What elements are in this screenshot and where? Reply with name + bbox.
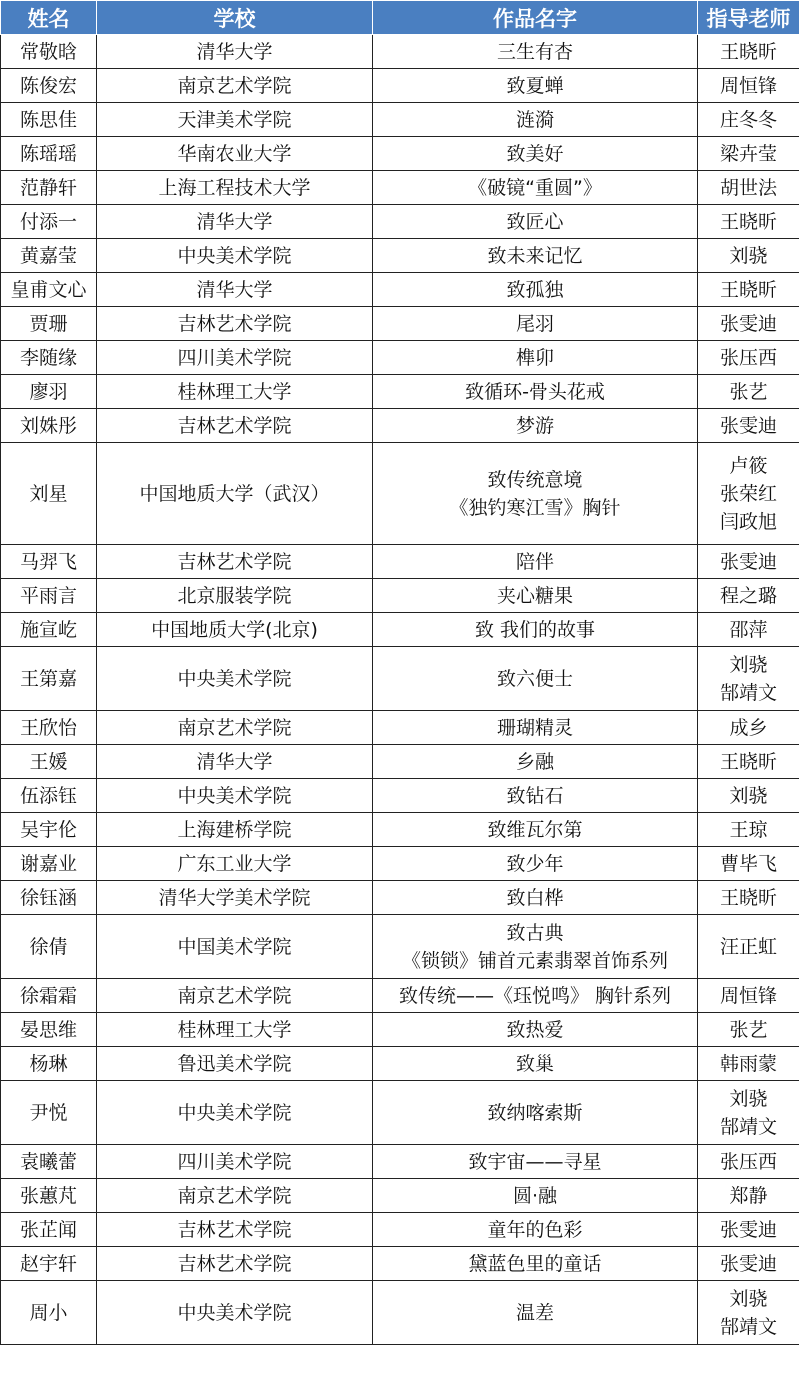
cell-name: 袁曦蕾 <box>1 1145 97 1179</box>
cell-work: 致传统意境 《独钓寒江雪》胸针 <box>373 443 698 545</box>
table-row <box>1 1213 799 1247</box>
cell-work: 致传统——《珏悦鸣》 胸针系列 <box>373 979 698 1013</box>
cell-school: 中国地质大学（武汉） <box>97 443 373 545</box>
cell-teacher: 邵萍 <box>698 613 799 647</box>
cell-work: 致 我们的故事 <box>373 613 698 647</box>
cell-name: 贾珊 <box>1 307 97 341</box>
table-row <box>1 813 799 847</box>
table-body <box>1 35 799 1345</box>
table-row <box>1 409 799 443</box>
table-row <box>1 307 799 341</box>
header-row <box>1 1 799 35</box>
header-work: 作品名字 <box>373 1 698 35</box>
cell-name: 常敬晗 <box>1 35 97 69</box>
cell-name: 徐钰涵 <box>1 881 97 915</box>
table-row <box>1 545 799 579</box>
cell-teacher: 张压西 <box>698 341 799 375</box>
table-row <box>1 881 799 915</box>
cell-school: 清华大学 <box>97 273 373 307</box>
cell-school: 南京艺术学院 <box>97 979 373 1013</box>
cell-work: 乡融 <box>373 745 698 779</box>
table-row <box>1 847 799 881</box>
cell-work: 致六便士 <box>373 647 698 711</box>
table-row <box>1 443 799 545</box>
header-school: 学校 <box>97 1 373 35</box>
cell-school: 上海工程技术大学 <box>97 171 373 205</box>
cell-school: 南京艺术学院 <box>97 1179 373 1213</box>
table-row <box>1 579 799 613</box>
cell-work: 致巢 <box>373 1047 698 1081</box>
cell-work: 涟漪 <box>373 103 698 137</box>
cell-teacher: 张艺 <box>698 1013 799 1047</box>
cell-school: 清华大学美术学院 <box>97 881 373 915</box>
cell-school: 上海建桥学院 <box>97 813 373 847</box>
cell-school: 中央美术学院 <box>97 1081 373 1145</box>
cell-name: 张蕙芃 <box>1 1179 97 1213</box>
cell-name: 谢嘉业 <box>1 847 97 881</box>
cell-work: 《破镜“重圆”》 <box>373 171 698 205</box>
cell-work: 榫卯 <box>373 341 698 375</box>
cell-work: 梦游 <box>373 409 698 443</box>
cell-work: 致宇宙——寻星 <box>373 1145 698 1179</box>
table-row <box>1 613 799 647</box>
cell-teacher: 王晓昕 <box>698 881 799 915</box>
cell-teacher: 张雯迪 <box>698 545 799 579</box>
cell-school: 吉林艺术学院 <box>97 545 373 579</box>
cell-teacher: 张雯迪 <box>698 1213 799 1247</box>
cell-name: 周小 <box>1 1281 97 1345</box>
cell-work: 尾羽 <box>373 307 698 341</box>
cell-teacher: 刘骁 郜靖文 <box>698 1281 799 1345</box>
cell-school: 吉林艺术学院 <box>97 1247 373 1281</box>
cell-teacher: 庄冬冬 <box>698 103 799 137</box>
cell-name: 王第嘉 <box>1 647 97 711</box>
cell-school: 南京艺术学院 <box>97 69 373 103</box>
table-row <box>1 1013 799 1047</box>
cell-teacher: 王晓昕 <box>698 35 799 69</box>
cell-work: 致钻石 <box>373 779 698 813</box>
cell-teacher: 王晓昕 <box>698 745 799 779</box>
cell-teacher: 刘骁 郜靖文 <box>698 647 799 711</box>
table-row <box>1 69 799 103</box>
cell-school: 清华大学 <box>97 745 373 779</box>
cell-teacher: 卢筱 张荣红 闫政旭 <box>698 443 799 545</box>
cell-work: 致白桦 <box>373 881 698 915</box>
cell-work: 圆·融 <box>373 1179 698 1213</box>
cell-name: 陈俊宏 <box>1 69 97 103</box>
cell-school: 清华大学 <box>97 205 373 239</box>
cell-teacher: 刘骁 <box>698 239 799 273</box>
cell-school: 华南农业大学 <box>97 137 373 171</box>
cell-school: 鲁迅美术学院 <box>97 1047 373 1081</box>
cell-teacher: 曹毕飞 <box>698 847 799 881</box>
cell-work: 致维瓦尔第 <box>373 813 698 847</box>
cell-work: 致循环-骨头花戒 <box>373 375 698 409</box>
cell-teacher: 刘骁 郜靖文 <box>698 1081 799 1145</box>
cell-school: 吉林艺术学院 <box>97 409 373 443</box>
cell-name: 徐倩 <box>1 915 97 979</box>
table-row <box>1 239 799 273</box>
cell-name: 李随缘 <box>1 341 97 375</box>
cell-name: 付添一 <box>1 205 97 239</box>
cell-school: 清华大学 <box>97 35 373 69</box>
table-row <box>1 137 799 171</box>
cell-name: 伍添钰 <box>1 779 97 813</box>
cell-school: 中央美术学院 <box>97 779 373 813</box>
cell-work: 夹心糖果 <box>373 579 698 613</box>
table-row <box>1 171 799 205</box>
cell-work: 童年的色彩 <box>373 1213 698 1247</box>
cell-work: 致纳喀索斯 <box>373 1081 698 1145</box>
cell-teacher: 王晓昕 <box>698 205 799 239</box>
cell-teacher: 胡世法 <box>698 171 799 205</box>
cell-work: 黛蓝色里的童话 <box>373 1247 698 1281</box>
table-row <box>1 1081 799 1145</box>
table-row <box>1 1047 799 1081</box>
cell-work: 致孤独 <box>373 273 698 307</box>
cell-work: 致匠心 <box>373 205 698 239</box>
cell-teacher: 张艺 <box>698 375 799 409</box>
cell-name: 赵宇轩 <box>1 1247 97 1281</box>
cell-teacher: 张雯迪 <box>698 409 799 443</box>
cell-teacher: 汪正虹 <box>698 915 799 979</box>
cell-school: 中国地质大学(北京) <box>97 613 373 647</box>
cell-work: 致热爱 <box>373 1013 698 1047</box>
cell-school: 北京服装学院 <box>97 579 373 613</box>
cell-school: 四川美术学院 <box>97 341 373 375</box>
cell-teacher: 郑静 <box>698 1179 799 1213</box>
table-row <box>1 1145 799 1179</box>
table-row <box>1 779 799 813</box>
cell-name: 皇甫文心 <box>1 273 97 307</box>
cell-name: 平雨言 <box>1 579 97 613</box>
cell-work: 致少年 <box>373 847 698 881</box>
cell-work: 陪伴 <box>373 545 698 579</box>
cell-teacher: 王琼 <box>698 813 799 847</box>
cell-school: 南京艺术学院 <box>97 711 373 745</box>
cell-school: 桂林理工大学 <box>97 375 373 409</box>
cell-work: 致夏蝉 <box>373 69 698 103</box>
table-row <box>1 375 799 409</box>
cell-name: 王媛 <box>1 745 97 779</box>
cell-school: 中央美术学院 <box>97 647 373 711</box>
cell-name: 范静轩 <box>1 171 97 205</box>
cell-teacher: 张压西 <box>698 1145 799 1179</box>
cell-teacher: 梁卉莹 <box>698 137 799 171</box>
table-row <box>1 1247 799 1281</box>
cell-school: 中央美术学院 <box>97 239 373 273</box>
cell-name: 廖羽 <box>1 375 97 409</box>
table-row <box>1 341 799 375</box>
cell-name: 杨琳 <box>1 1047 97 1081</box>
cell-work: 温差 <box>373 1281 698 1345</box>
cell-teacher: 王晓昕 <box>698 273 799 307</box>
table-row <box>1 979 799 1013</box>
cell-teacher: 韩雨蒙 <box>698 1047 799 1081</box>
table-row <box>1 205 799 239</box>
cell-teacher: 刘骁 <box>698 779 799 813</box>
cell-teacher: 成乡 <box>698 711 799 745</box>
cell-name: 刘姝彤 <box>1 409 97 443</box>
cell-name: 徐霜霜 <box>1 979 97 1013</box>
cell-name: 刘星 <box>1 443 97 545</box>
cell-name: 晏思维 <box>1 1013 97 1047</box>
cell-name: 陈思佳 <box>1 103 97 137</box>
cell-name: 马羿飞 <box>1 545 97 579</box>
cell-name: 黄嘉莹 <box>1 239 97 273</box>
cell-work: 致未来记忆 <box>373 239 698 273</box>
header-name: 姓名 <box>1 1 97 35</box>
cell-teacher: 张雯迪 <box>698 307 799 341</box>
table-row <box>1 103 799 137</box>
cell-name: 陈瑶瑶 <box>1 137 97 171</box>
table-row <box>1 273 799 307</box>
cell-name: 尹悦 <box>1 1081 97 1145</box>
cell-school: 中央美术学院 <box>97 1281 373 1345</box>
cell-name: 施宣屹 <box>1 613 97 647</box>
header-teacher: 指导老师 <box>698 1 799 35</box>
table-row <box>1 35 799 69</box>
cell-school: 广东工业大学 <box>97 847 373 881</box>
table-row <box>1 745 799 779</box>
table-row <box>1 1179 799 1213</box>
table-row <box>1 1281 799 1345</box>
cell-school: 桂林理工大学 <box>97 1013 373 1047</box>
cell-name: 张芷闻 <box>1 1213 97 1247</box>
table-row <box>1 711 799 745</box>
cell-school: 吉林艺术学院 <box>97 1213 373 1247</box>
cell-school: 四川美术学院 <box>97 1145 373 1179</box>
cell-school: 中国美术学院 <box>97 915 373 979</box>
cell-teacher: 周恒锋 <box>698 979 799 1013</box>
table-row <box>1 647 799 711</box>
cell-school: 吉林艺术学院 <box>97 307 373 341</box>
cell-work: 致美好 <box>373 137 698 171</box>
table-row <box>1 915 799 979</box>
cell-name: 吴宇伦 <box>1 813 97 847</box>
cell-work: 三生有杏 <box>373 35 698 69</box>
cell-teacher: 周恒锋 <box>698 69 799 103</box>
cell-work: 珊瑚精灵 <box>373 711 698 745</box>
cell-work: 致古典 《锁锁》铺首元素翡翠首饰系列 <box>373 915 698 979</box>
cell-name: 王欣怡 <box>1 711 97 745</box>
cell-teacher: 程之璐 <box>698 579 799 613</box>
cell-school: 天津美术学院 <box>97 103 373 137</box>
cell-teacher: 张雯迪 <box>698 1247 799 1281</box>
